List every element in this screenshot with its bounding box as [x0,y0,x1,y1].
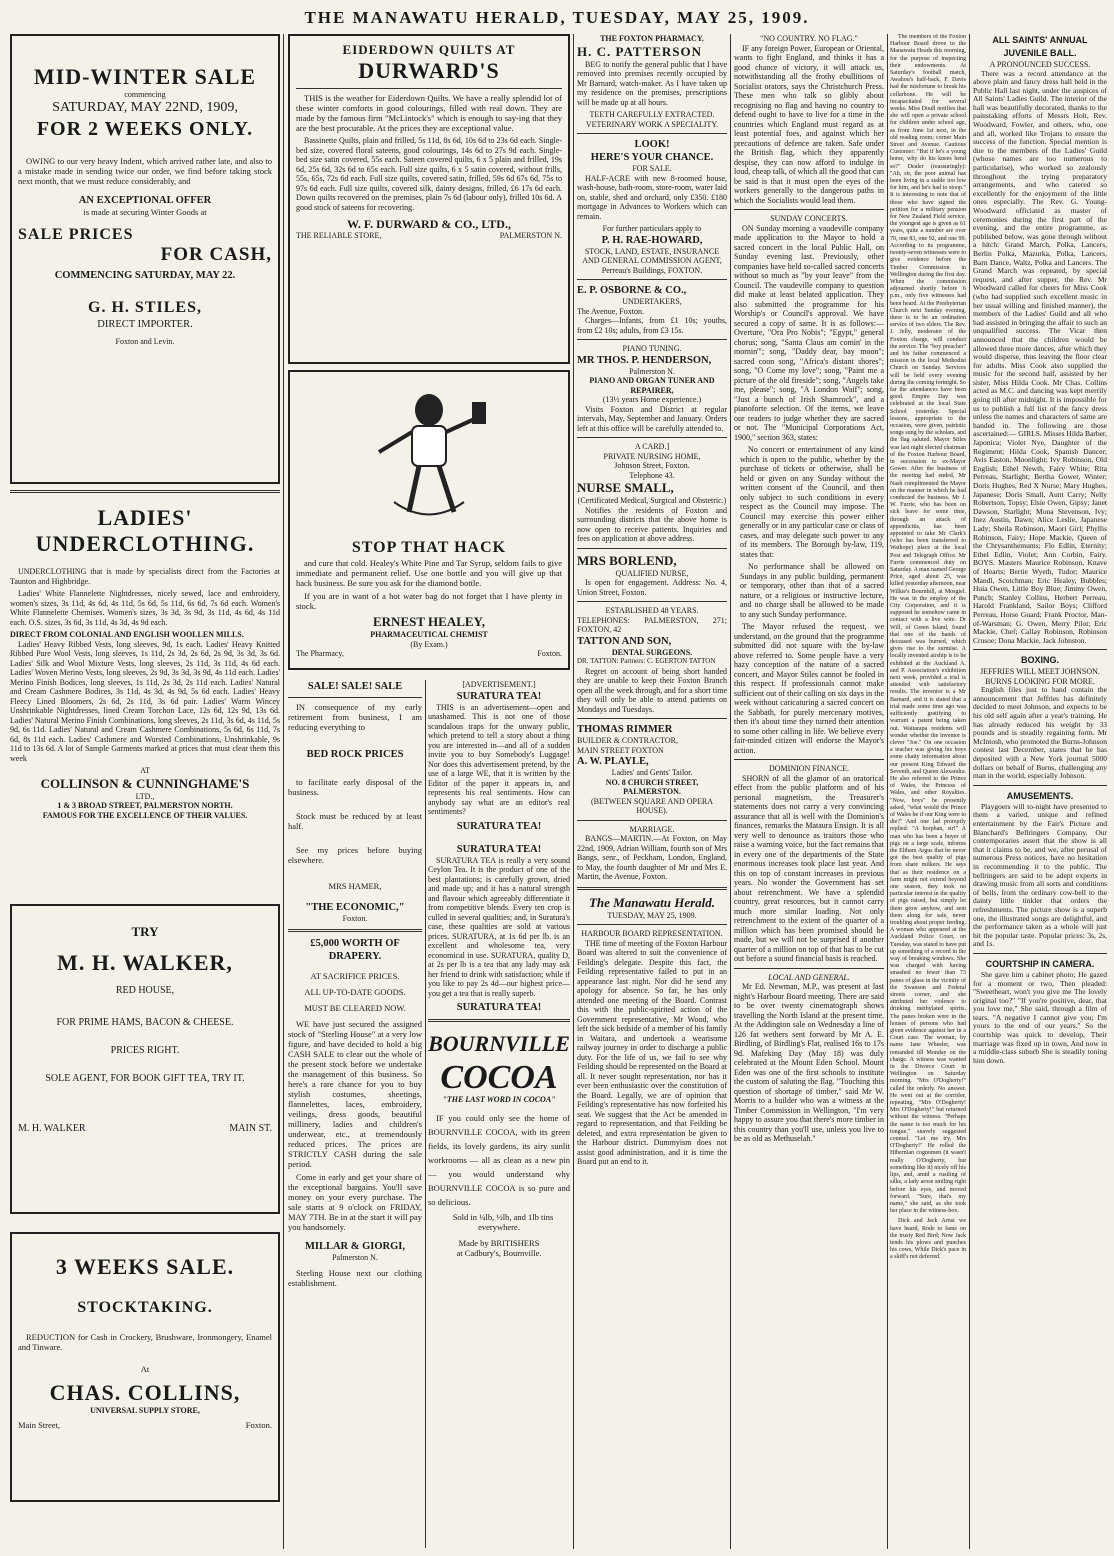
text: Ladies' and Gents' Tailor. [611,768,693,777]
headline: BOXING. [1020,655,1059,666]
text: AT [140,766,150,775]
text: If you are in want of a hot water bag do not forget that I have plenty in stock. [296,591,562,611]
headline: AMUSEMENTS. [1006,790,1074,801]
text: She gave him a cabinet photo; He gazed for a moment or two, Then pleaded: "Sweetheart, won't you give me The lovely original too?" "If you're positive, dear, that you love me," She said, through a film of tears, "A negative I cannot give you; I'm yours to the end of our years." So the courtship was quick to develop, Their marriage was fixed up in town, And now in a middle-class suburb She is steadily toning him down. [973,969,1107,1065]
text: The members of the Foxton Harbour Board drove to the Manawatu Heads this morning, for the purpose of inspecting their endowments. At Saturday's football match, Awahou's half-back, F. Davis had the misfortune to break his collarbone. He will be incapacitated for several weeks. Miss Doull notifies that she will open a private school for children under school age, as from June 1st next, in the old reading room; corner Main Street and Avenue. Cautious Customer: "But if he's a young horse, why do his knees bend so?" Dealer (reassuringly): "Ah, sir, the poor animal has been living in a stable too low for him, and he's had to stoop." It is interesting to note that of those who have signed the petition for a military pension for New Zealand Field service, the youngest age is given as 61 years, quite a number are over 70, one 83, one 92, and one 99. According to its programme, twenty-seven witnesses were to give evidence before the Timber Commission in Wellington during the first day. When the commission adjourned shortly before 6 p.m., only five witnesses had been heard. At the Presbyterian Church next Sunday evening, there is to be an ordination service of two elders. The Rev. J. Jelly, moderator of the Foxton charge, will conduct the service. The "boy preacher" and his father commenced a mission in the local Methodist Church on Sunday. Services will be held every evening during the coming fortnight. So far the attendances have been good. Empire Day was celebrated at the local State School yesterday. Special lessons, appropriate to the occasion, were given, patriotic songs sung by the scholars, and the flag saluted. Mayor Stiles was last night elected chairman of the Foxton Harbour Board, in succession to ex-Mayor Gower. After the business of the meeting had ended, Mr Nash complimented the Mayor on the manner in which he had conducted the business. Mr J. W. Furrie, who has been on sick leave for some time, through an attack of appendicitis, has been appointed to take Mr Clark's (who has been transferred to Waihope) place at the local Post and Telegraph Office. Mr Furrie commenced duty on Saturday. A man named George Price, aged about 25, was killed yesterday afternoon, near Wilkie's Bournhill, at Mosgiel. He was in the employ of the City Corporation, and it is supposed he somehow came in contact with a live wire. Dr Will, of Green Island, found that one of the bands of deceased was burned, which gives rise to the surmise. A locally invented airship is to be exhibited at the Auckland A. and P. Association's exhibition next week, provided a trial is attended with satisfactory results. The inventor is a Mr Barnard, and it is stated that a trial made some time ago was sufficiently gratifying to warrant a patent being taken out. Waitarapa residents will wonder whether the inventor is clever "Joe." On one occasion a teacher was giving his boys some chatty information about our present King Edward the Seventh, and Queen Alexandra. He also referred to the Prince of Wales, the Princess of Wales, and other Royalties. "Now, boys" he presently asked, "what would the Prince of Wales be if our King were to die?" And one lad promptly replied: "A horphan, sir!" A man who has been a buyer of pigs on a large scale, informs the Eltham Argus that he never got the best quality of pigs from share milkers. He says that as their residence on a farm might not extend beyond one season, they took no particular interest in the quality of pigs raised, but simply let them grow anyhow, and sent them along for sale, never troubling about proper feeding. A woman who appeared at the Auckland Police Court, on Tuesday, was stated to have put up something of a record in the way of breaking windows. She was charged with having smashed no fewer than 73 panes of glass in the vicinity of the Swanson and Federal streets corner, and she attributed her violence to drinking methylated spirits. The panes broken were in the houses of persons who had given evidence against her in a Court case. The woman, by name Jane Wheeler, was remanded till Monday on the charge. A witness was wanted in the Divorce Court in Wellington on Saturday morning. "Mrs O'Dogherty!" called the orderly. No answer. He went out at the corridor, repeating, "Mrs O'Dogherty! Mrs O'Dogherty!" but returned without the witness. "Perhaps the name is too much for his tongue," snavely suggested counsel. "Let me try, Mrs O'Dogherty!" He rolled the Hibernian cognomen (it wasn't really O'Dogherty, but something like it) nicely off his lips, and, amid a rustling of silks, a lady arose smiling right before his eyes, and moved forward. "Sure, that's my name," she said, as she took her place in the witness-box. [890,34,966,1215]
text: is made at securing Winter Goods at [83,206,207,217]
three-weeks-sale-ad [10,1232,280,1502]
text: Notifies the residents of Foxton and surrounding districts that the above home is now open to receive patients. Inquiries and fees on application at above address. [577,505,727,543]
text: THE FOXTON PHARMACY. [600,34,704,43]
divider [10,490,280,493]
chemist-illustration [354,382,504,532]
text: Perreau's Buildings, FOXTON. [601,265,703,275]
headline: ALL SAINTS' ANNUAL [992,35,1088,45]
headline: HERE'S YOUR CHANCE. [590,152,714,163]
headline: SURATURA TEA! [456,820,542,832]
text: UNDERTAKERS, [622,297,682,306]
text: Palmerston N. [629,366,675,376]
headline: FOR CASH, [160,243,272,265]
bournville-ad [428,1027,570,1258]
text: STOCK, LAND, ESTATE, INSURANCE AND GENERAL COMMISSION AGENT, [582,246,722,265]
text: The Avenue, Foxton. [577,306,644,316]
text: BUILDER & CONTRACTOR, [577,736,678,745]
text: DR. TATTON: Partners: C. EGERTON TATTON [577,657,716,665]
text: TEETH CAREFULLY EXTRACTED. VETERINARY WORK A SPECIALITY. [585,110,719,129]
advertiser-name: P. H. RAE-HOWARD, [601,234,703,246]
text: (Certificated Medical, Surgical and Obstetric.) [577,496,727,505]
headline: SALE PRICES [18,225,134,243]
headline: MID-WINTER SALE [33,64,257,89]
text: THE time of meeting of the Foxton Harbour Board was altered to suit the convenience of Feilding's delegate. Despite this fact, the Feilding representative failed to put in an appearance last night. Nor did he send any apology for absence. So far, he has only attended one meeting of the Board. Contrast this with the public-spirited action of the Government representative, Mr Wood, who left the sick bedside of a member of his family in Waitara, and undertook a wearisome railway journey in order to discharge a public duty. For the life of us, we fail to see why Feilding should be represented on the Board at all. It never sought representation, nor has it ever been enthusiastic over the constitution of the Board. Legally, we are of opinion that Feilding's representative has now forfeited his seat. We suggest that the Act be amended in regard to representation, and that Feilding be deleted, and extra representation be given to the Harbour district. Dummyism does not assist good administration, and it is time the Board put an end to it. [577,938,727,1166]
divider [734,968,884,969]
text: ALL UP-TO-DATE GOODS. [304,986,406,997]
headline: SUNDAY CONCERTS. [770,214,848,223]
tagline: "THE LAST WORD IN COCOA" [442,1095,556,1104]
text: LTD., [135,791,155,801]
text: The Pharmacy, [296,649,344,658]
headline: "NO COUNTRY. NO FLAG." [760,34,858,43]
advertiser-name: M. H. WALKER, [57,950,233,975]
advertiser-name: MRS HAMER, [328,881,382,891]
text: No concert or entertainment of any kind which is open to the public, whether by the purchase of tickets or otherwise, shall be held or given on any Sunday without the written consent of the Council, and then only subject to such conditions in every respect as the Council may impose. The Council may exercise this power either generally or in any particular case or class of cases, and may delegate such power to any of its members. The Borough by-law, 119, states that: [740,445,884,559]
text: Sold in ¼lb, ½lb, and 1lb tins everywhere. [452,1211,554,1232]
text: MUST BE CLEARED NOW. [304,1002,406,1013]
divider [973,649,1107,650]
text: UNIVERSAL SUPPLY STORE, [90,1406,200,1415]
text: and cure that cold. Healey's White Pine and Tar Syrup, seldom fails to give immediate and permanent relief. Use one bottle and you will give up that hack business. Be sure you ask for the diamond bottle. [296,558,562,588]
divider [577,437,727,438]
text: Stock must be reduced by at least half. [288,811,422,831]
text: At [140,1364,150,1374]
text: (13½ years Home experience.) [602,395,702,404]
text: WE have just secured the assigned stock of "Sterling House" at a very low figure, and have decided to hold a big CASH SALE to clear out the whole of the present stock before we undertake the management of this business. So here's a rare chance for you to buy stylish costumes, sheetings, flannelettes, laces, embroidery, veilings, dress goods, beautiful millinery, ladies and children's underwear, etc., at tremendously reduced prices. The prices are STRICTLY CASH during the sale period. [288,1018,422,1169]
advertiser-name: MR THOS. P. HENDERSON, [577,354,712,366]
headline: LOOK! [634,139,670,150]
divider [973,953,1107,954]
text: Come in early and get your share of the exceptional bargains. You'll save money on your every purchase. The sale starts at 9 o'clock on FRIDAY, MAY 7TH. Be in at the start it will pay you handsomely. [288,1171,422,1232]
text: SHORN of all the glamor of an oratorical effect from the public platform and of his personal magnetism, the Treasurer's statements does not carry a very convincing assurance that all is well with the Dominion's finances, remarks the Mataura Ensign. It is all very well to denounce as traitors those who raise a warning voice, but the fact remains that in every one of the departments of the State enormous increases took place last year. And this on top of constant increases in previous years. No wonder the Government has set about retrenchment. We have a splendid country, great resources, but it cannot carry much more similar loading. Not only retrenchment to the extent of the quarter of a million which has been promised should be made, but we will not be surprised if another quarter of a million on top of that has to be cut out before a sound financial basis is reached. [734,773,884,963]
text: to facilitate early disposal of the business. [288,777,422,797]
subhead: PIANO TUNING. [622,344,682,353]
advertiser-name: ERNEST HEALEY, [373,614,485,629]
ladies-underclothing-ad [10,505,280,890]
headline: HARBOUR BOARD REPRESENTATION. [581,929,723,938]
text: Foxton. [537,649,562,658]
subhead: DIRECT FROM COLONIAL AND ENGLISH WOOLLEN MILLS. [10,630,244,639]
text: No performance shall be allowed on Sundays in any public building, permanent or temporary, other than that of a sacred nature, or a religious or instructive lecture, and no charge shall be allowed to be made to any such Sunday performance. [740,562,884,619]
text: Dick and Jack Arnst we have heard, Rode to fame on the trusty Red Bird; Now Jack tends his plows and punches his cows, While Dick's pace in a skiff's not deferred. [890,1218,966,1261]
text: See my prices before buying elsewhere. [288,845,422,865]
text: Main Street, [18,1419,61,1430]
text: IF any foreign Power, European or Oriental, wants to fight England, and thinks it has a good chance of victory, it will attack us, notwithstanding all the frothy ebullitions of Socialist orators, says the Christchurch Press. These men who talk so glibly about recognising no flag and having no country to defend ought to have to live for a time in the countries which England must regard as at least potential foes, and against which her precautions of defence are taken. Safe under the British flag, which they apparently despise, they can now afford to indulge in loud, cheap talk, of which all the good that can be said is that it must open the eyes of the workers generally to the dangerous paths in which the Socialists would lead them. [734,43,884,205]
text: IF you could only see the home of BOURNVILLE COCOA, with its green fields, its lovely gardens, its airy sunlit workrooms — all as clean as a new pin — you would understand why BOURNVILLE COCOA is so pure and so delicious. [428,1112,570,1207]
headline: SURATURA TEA! [456,843,542,855]
column-7 [973,34,1107,1549]
footer-line [18,1124,272,1134]
text: NO. 8 CHURCH STREET, PALMERSTON. [605,777,699,796]
text: THIS is the weather for Eiderdown Quilts. We have a really splendid lot of these winter comforts in good colourings, filled with real down. They are made by the famous firm "McLintock's" which is enough to say-ing that they are the best procurable. At the prices they are exceptional value. [296,93,562,133]
headline: FOR 2 WEEKS ONLY. [36,117,254,140]
column-5 [734,34,884,1549]
text: OWING to our very heavy Indent, which arrived rather late, and also to a mistake made in sending twice our order, we find before taking stock next month, that we must reduce considerably, and [18,155,272,186]
text: Is open for engagement. Address: No. 4, Union Street, Foxton. [577,578,727,597]
text: HALF-ACRE with new 8-roomed house, wash-house, bath-room, store-room, water laid on, stable, shed and orchard, only £350. £180 mortgage in Advances to Workers which can remain. [577,173,727,221]
divider [973,785,1107,786]
headline: DURWARD'S [358,58,500,83]
column-4 [577,34,727,1549]
newspaper-title: The Manawatu Herald. [588,894,716,910]
column-rule [283,34,284,1549]
text: Telephone 43. [629,470,675,480]
text: English files just to hand contain the announcement that Jeffries has definitely decided to meet Johnson, and expects to be his old self again after a year's training. He has already reduced his weight by 33 pounds and is steadily regaining form. Mr McIntosh, who promoted the Burns-Johnson contest last December, states that he has deposited with a New York journal 5000 dollars on behalf of Burns, challenging any man in the world, especially Johnson. [973,685,1107,781]
divider [577,601,727,602]
text: ESTABLISHED 48 YEARS. [605,606,699,615]
text: Johnson Street, Foxton. [614,461,690,470]
divider [577,924,727,925]
divider [577,548,727,549]
headline: SURATURA TEA! [456,690,542,702]
column-rule [573,34,574,1549]
text: TUESDAY, MAY 25, 1909. [607,910,697,920]
column-3 [428,680,570,1548]
advertiser-name: COLLINSON & CUNNINGHAME'S [40,775,250,791]
text: For further particulars apply to [602,224,702,233]
column-6 [890,34,966,1549]
text: REDUCTION for Cash in Crockery, Brushware, Ironmongery, Enamel and Tinware. [18,1332,272,1352]
text: TELEPHONES: PALMERSTON, 271; FOXTON, 42 [577,615,727,634]
headline: UNDERCLOTHING. [35,531,255,556]
text: TRY [131,924,159,939]
headline: DOMINION FINANCE. [769,764,849,773]
walker-ad [10,904,280,1214]
text: BANGS—MARTIN.—At Foxton, on May 22nd, 1909, Adrian William, fourth son of Mrs Bangs, senr., of Peckham, London, England, to May, the fourth daughter of Mr and Mrs E. Martin, the Avenue, Foxton. [577,834,727,881]
text: Sterling House next our clothing establishment. [288,1268,422,1288]
advertiser-name: TATTON AND SON, [577,635,672,647]
headline: LOCAL AND GENERAL. [768,972,850,982]
text: THE RELIABLE STORE, [296,231,382,240]
text: (By Exam.) [410,639,448,649]
durward-ad [288,34,570,364]
advertiser-name: MRS BORLEND, [577,552,677,568]
text: Regret on account of being short handed they are unable to keep their Foxton Branch open all the week through, and for a short time they will only be able to attend patients on Mondays and Tuesdays. [577,666,727,714]
text: Ladies' Heavy Ribbed Vests, long sleeves, 9d, 1s each. Ladies' Heavy Knitted Ribbed Pure Wool Vests, long sleeves, 1s 11d, 2s 3d, 2s 6d, 2s 9d, 3s 3d, 3s 6d. Ladies' Silk and Wool Mixture Vests, long sleeves, 2s 11d, 3s 11d, 4s 6d each. Ladies' Woven Merino Vests, long sleeves, 2s 9d, 3s 3d, 3s 9d, 4s 11d each. Ladies' Merino Finish Bodices, long sleeves, 1s 11d, 2s 3d, 2s 11d each. Ladies' Natural and Cream Cashmere Bodices, 3s 11d, 4s 3d, 4s 9d, 5s 6d each. Ladies' Heavy Fleecy Lined Bloomers, 2s 6d, 2s 11d, 3s 6d pair. Ladies' Warm Wincey Unshrinkable Nightdresses, lined Cream Torchon Lace, 12s 6d, 12s 9d, 13s 6d. Ladies' Natural Merino Finish Combinations, long sleeves, 2s 11d, 3s 6d, 4s 11d, 5s 9d, 6s 11d. Ladies' Natural and Cream Cashmere Combinations, 5s 6d, 6s 11d, 7s 6d, 8s 11d each. Ladies' Cashmere and Worsted Combinations, Unshrinkable, 9s 11d to 13s 6d. A lot of Sample Garments marked at prices that must clear them this week [10,639,280,763]
date-line: SATURDAY, MAY 22ND, 1909, [52,99,238,115]
text: Foxton and Levin. [115,336,175,346]
divider [288,929,422,932]
column-rule [730,34,731,1549]
headline: £5,000 WORTH OF [310,937,400,949]
advertiser-name: G. H. STILES, [88,298,202,316]
text: PALMERSTON N. [499,231,562,240]
advertiser-name: E. P. OSBORNE & CO., [577,285,687,296]
advertiser-name: MILLAR & GIORGI, [304,1240,406,1252]
text: BEG to notify the general public that I have removed into premises recently occupied by Mr Barnard, watch-maker. As I have taken up my residence on the premises, prescriptions will be made up at all hours. [577,59,727,107]
text: ON Sunday morning a vaudeville company made application to the Mayor to hold a sacred concert in the local Public Hall, on Sunday evening last. Previously, other companies have held so-called sacred concerts without so much as "by your leave" from the Council. The vaudeville company to question did make at least belated application. They also submitted the programme for his Worship's or Council's approval. We have secured a copy of same. It is as follows:—Overture, "Ora Pro Nobis"; "Egypt," general chorus; song, "Santa Claus am comin' in the mornin'"; song, "Daddy dear, bay moon"; sacred coon song, "Africa's distant shores"; song, "O Come my love"; song, "Paint me a picture of the old fireside"; song, "Angels take me, please"; song, "A London Waif"; song, "Just a bunch of Irish Shamrock", and a pianoforte selection. Of the items, we leave our readers to judge whether they are sacred or not. The "Municipal Corporations Act, 1900," section 363, states: [734,223,884,442]
headline: AN EXCEPTIONAL OFFER [78,194,212,206]
advertiser-name: CHAS. COLLINS, [49,1380,241,1405]
masthead: THE MANAWATU HERALD, TUESDAY, MAY 25, 1909. [304,8,810,27]
text: MAIN STREET FOXTON [577,745,664,755]
footer-line [18,1420,272,1430]
headline: DRAPERY. [328,950,382,962]
text: PHARMACEUTICAL CHEMIST [370,630,488,639]
column-rule [887,34,888,1549]
advertiser-name: H. C. PATTERSON [577,43,703,59]
text: M. H. WALKER [18,1123,86,1134]
advertiser-name: W. F. DURWARD & CO., LTD., [347,217,511,231]
advertiser-name: A. W. PLAYLE, [577,756,649,767]
text: (BETWEEN SQUARE AND OPERA HOUSE). [591,796,713,815]
text: The Mayor refused the request, we understand, on the ground that the programme submitted did not square with the by-law above referred to. Some people have a very hazy conception of the nature of a sacred concert, and Mayor Stiles cannot be fooled in this respect. If professionals cannot make sufficient out of their calling on six days in the week without caricaturing a sacred concert on the Sabbath, for purely mercenary motives, then it's about time they turned their attention to some other calling in life. We believe every fair-minded citizen will endorse the Mayor's action. [734,622,884,755]
footer-line [296,649,562,659]
text: RED HOUSE, [115,985,175,996]
subhead: MARRIAGE. [629,824,675,834]
headline: BED ROCK PRICES [306,749,404,760]
divider [296,88,562,89]
text: UNDERCLOTHING that is made by specialists direct from the Factories at Taunton and Highbridge. [10,567,280,586]
text: There was a record attendance at the above plain and fancy dress ball held in the Public Hall last night, under the auspices of All Saints' Ladies Guild. The interior of the hall was beautifully decorated, thanks to the painstaking efforts of Messrs Holt, Rev. Woodward, Fowler, and others, who, one and all, worked like Trojans to ensure the success of the function. Special mention is due to the members of the Ladies' Guild (whose names are too numerous to particularise), who worked so zealously throughout the trying preparatory arrangements, and who catered so excellently for the enjoyment of the little ones especially. The Rev. G. Young-Woodward officiated as master of ceremonies during the first part of the evening, and the entire programme, as published below, was gone through without a hitch: Grand March, Polka, Lancers, Berlin Polka, Mazurka, Polka, Lancers, Barn Dance, Waltz, Polka and Lancers. The Grand March was repeated, by special request, and after supper, the Rev. Mr Woodward called for cheers for Miss Cook (who had supplied such excellent music in her usual willing and finished manner), the members of the Ladies' Guild and all who had assisted in bringing the affair to such an unqualified success. The Vicar then announced that the children would be allowed three more dances, after which they would disperse, thus leaving the floor clear for adults. Miss Cook also supplied the music for the second half, assisted by her sister, Miss Hilda Cook. Mr Chas. Collins acted as M.C. and dancing was kept merrily going till after midnight. It is impossible for us to publish a full list of the fancy dress unless the names and characters of same are handed in. The following are those ascertained:— GIRLS. Misses Hilda Barber, Japonica; Violet Nye, Daughter of the Regiment; Hilda Cook, Spanish Dancer; Avis Easton, Moonlight; Ivy Robinson, Old English; Ethel Newth, Fairy White; Rita Perreau, Starlight; Bertha Gower, Winter; Doris Hughes, Red X Nurse; Mary Hughes, Japanese; Doris Small, Aunt Carry; Nelly Robertson, Topsy; Elsie Owen, Gipsy; Janet Dawson, Starlight; Mona Stevenson, Ivy; Inez Austin, Dawn; Alice Leslie, Japanese Lady; Sheila Robinson, Maori Girl; Phyllis Robinson, Fairy; Hope Mackie, Queen of the Chrysanthemums; Flo Edlin, Eternity; Ethel Edlin, Violet; Ann Corbin, Fairy. BOYS. Masters Maurice Robinson, Knave of Hearts; Bertie Wyeth, Tudor; Maurice Mandl, Scotchman; Eric Healey, Bubbles; Huia Owen, Little Boy Blue; Jimmy Owen, Punch; Stanley Collins, Herbert Perreau, Harold Frankland, Sailor Boys; Clifford Perreau, Horse Guard; Frank Proctor, Man-of-Warsman; G. Owen, Merry Pilot; Eric Mackie, Chef; Callay Robinson, Robinson Crusoe; Dona Mackie, Jack Johnston. [973,68,1107,645]
text: Ladies' White Flannelette Nightdresses, nicely sewed, lace and embroidery, women's sizes, 3s 11d, 4s 6d, 4s 11d, 5s 6d, 5s 11d, 6s 6d, 7s 6d each. Women's White Flannelette Chemises. Women's sizes, 3s 3d, 3s 9d, 3s 11d, 4s 6d, 4s 11d each. O.S. sizes, 3s 6d, 3s 11d, 4s 3d, 4s 9d each. [10,589,280,627]
text: AT SACRIFICE PRICES. [310,970,400,981]
mid-winter-sale-ad [10,34,280,484]
text: Visits Foxton and District at regular intervals, May, September and January. Orders left at this office will be carefully attended to. [577,404,727,433]
text: SURATURA TEA is really a very sound Ceylon Tea. It is the product of one of the best plantations; is carefully grown, dried and made up; and it has a natural strength and flavour which agreeably differentiate it from competitive blends. Every ten crop is culled in several qualities; and, in Suratura's case, these qualities are sold at various prices. SURATURA, at 1s 6d per lb. is an excellent and wholesome tea, very economical in use. SURATURA, quality D, at 2s per lb is a tea that any lady may ask her friend to drink with satisfaction; while if you like to pay 2s 4d—our highest price—you get a tea that is really superb. [428,855,570,998]
text: 1 & 3 BROAD STREET, PALMERSTON NORTH. [57,801,233,810]
subhead: A PRONOUNCED SUCCESS. [989,60,1091,69]
text: Foxton. [342,914,368,923]
headline: 3 WEEKS SALE. [55,1254,235,1279]
healey-ad [288,370,570,670]
headline: SURATURA TEA! [456,1002,542,1013]
brand-logo: BOURNVILLE [428,1031,570,1056]
text: PIANO AND ORGAN TUNER AND REPAIRER, [589,376,715,395]
headline: SALE! SALE! SALE [307,681,403,692]
advertiser-name: THOMAS RIMMER [577,724,673,735]
headline: COMMENCING SATURDAY, MAY 22. [54,269,236,281]
divider [577,718,727,719]
text: THIS is an advertisement—open and unashamed. This is not one of those scandalous traps for the unwary public, which pretend to tell a story about a thing you are interested in—and all of a sudden invite you to buy Somebody's Luggage! Nor does this advertisement pretend, by the use of a large WE, that it is written by the Editor of the paper it appears in, and represents his real sentiments. How can anybody say what are an editor's real sentiments? [428,702,570,816]
text: PRICES RIGHT. [110,1045,180,1056]
headline: LADIES' [97,505,193,530]
text: commencing [124,90,166,99]
text: Foxton. [245,1419,272,1430]
divider [288,697,422,698]
text: PRIVATE NURSING HOME, [603,451,701,461]
divider [577,339,727,340]
text: FOR PRIME HAMS, BACON & CHEESE. [56,1017,234,1028]
text: FAMOUS FOR THE EXCELLENCE OF THEIR VALUES. [42,810,248,820]
text: Playgoers will to-night have presented to them a varied, unique and refined entertainment by the Fair's Picture and Blanchard's Bellringers Company. Our contemporaries assert that the show is all that it claims to be, and we, after perusal of numerous Press notices, have no hesitation in recommending it to the public. The bellringers are said to be adept experts in drawing music from all sorts and conditions of bells, from the ordinary cow-bell to the dainty little tinkler that orders the refreshments. The picture show is a superb one, the illustrated songs are delightful, and the performance taken as a whole will just hit the popular taste. Popular prices: 3s, 2s, and 1s. [973,801,1107,949]
text: FOR SALE. [632,164,672,173]
text: Palmerston N. [332,1252,378,1262]
divider [734,209,884,210]
column-2 [288,34,570,674]
text: [ADVERTISEMENT.] [462,680,536,689]
headline: STOP THAT HACK [351,539,507,556]
column-2b [288,680,422,1548]
text: SOLE AGENT, FOR BOOK GIFT TEA, TRY IT. [45,1073,245,1084]
column-rule [969,34,970,1549]
text: Made by BRITISHERS [458,1237,540,1248]
advertiser-name: NURSE SMALL, [577,480,674,495]
headline: COURTSHIP IN CAMERA. [985,958,1095,969]
subhead: JEFFRIES WILL MEET JOHNSON. [980,667,1100,677]
column-rule [425,680,426,1548]
subhead: BURNS LOOKING FOR MORE. [985,676,1095,686]
text: at Cadbury's, Bournville. [456,1247,542,1258]
headline: "THE ECONOMIC," [305,902,405,913]
text: DENTAL SURGEONS. [611,647,693,657]
divider [734,759,884,760]
headline: STOCKTAKING. [77,1299,213,1316]
text: QUALIFIED NURSE, [615,568,689,578]
text: A CARD.] [634,442,670,451]
text: MAIN ST. [229,1123,272,1134]
text: DIRECT IMPORTER. [97,318,193,330]
text: Charges—Infants, from £1 10s; youths, from £2 10s; adults, from £3 15s. [577,316,727,335]
text: Mr Ed. Newman, M.P., was present at last night's Harbour Board meeting. There are said to be over twenty cinematograph shows travelling the North Island at the present time. At the Addington sale on Wednesday a line of 126 fat wethers sent forward by Mr A. E. Birdling, of Birdling's Flat, realised 16s to 17s 9d. Mafeking Day (May 18) was duly celebrated at the Mount Eden School. Mount Eden was one of the first schools to institute the custom of saluting the flag. "Touching this question of shortage of timber," said Mr W. Morris to a builder who was a witness at the Timber Commission in Wellington, "I'm very happy to assure you that there's more timber in this country than you'll use, unless you live to be as old as Methuselah." [734,982,884,1143]
divider [428,1019,570,1022]
headline: JUVENILE BALL. [1003,48,1077,58]
text: IN consequence of my early retirement from business, I am reducing everything to [288,702,422,732]
divider [577,279,727,280]
headline: EIDERDOWN QUILTS AT [342,42,516,57]
divider [577,887,727,890]
brand-logo: COCOA [440,1059,558,1096]
divider [577,820,727,821]
column-1 [10,34,280,1549]
footer-line [296,231,562,241]
text: Bassinette Quilts, plain and frilled, 5s 11d, 8s 6d, 10s 6d to 23s 6d each. Single-bed size, covered floral sateens, good colourings, 14s 6d to 27s 9d each. Single-bed size satin covered, 55s each. Sateen covered quilts, 6 x 5 plain and frilled, 19s 6d, 25s 6d, 32s 6d to 65s each. Full size quilts, 6 x 5 satin covered, without frills, 55s, 65s, 72s 6d each. Full size quilts, covered satin, frilled, 59s 6d 67s 6d, 75s to 97s 6d each. Full size quilts, covered silk, dainty designs, frilled, £6 17s 6d each. Down quilts recovered on the premises, plain 7s 6d (labour only), frilled 10s 6d. A good stock of sateens for recovering. [296,136,562,212]
divider [577,133,727,134]
